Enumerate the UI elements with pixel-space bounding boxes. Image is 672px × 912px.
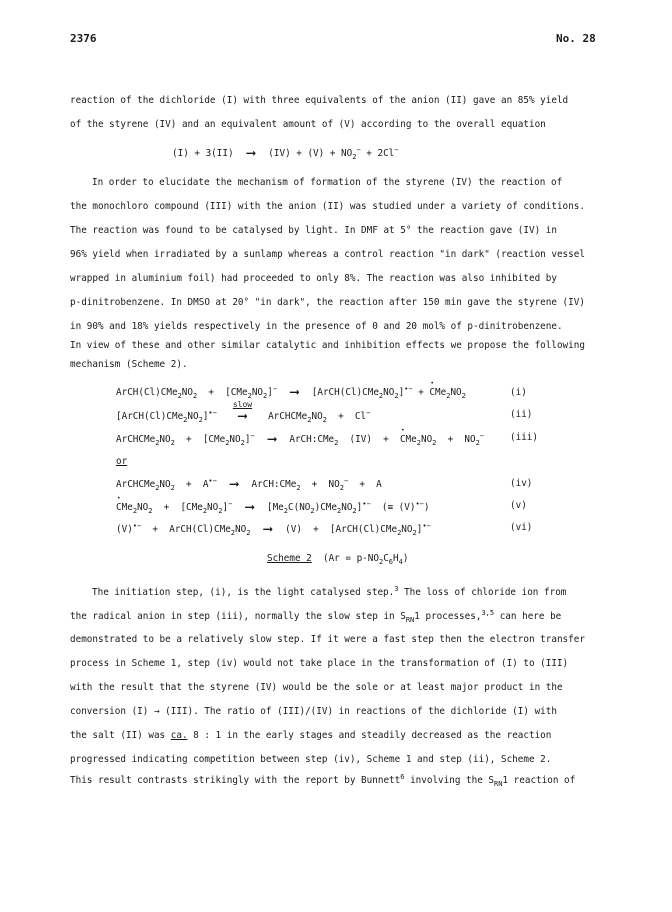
para3-text7: the salt (II) was: [70, 730, 166, 741]
overall-equation-lhs: (I) + 3(II): [172, 148, 234, 160]
scheme-step-iv: $ArCHCMe_2NO_2 + A^{•-}$ ⟶ ArCH:CMe$_2$ + $NO_2^- + A$: [116, 477, 382, 493]
page-number: 2376: [70, 32, 97, 45]
scheme-caption-title: Scheme 2: [267, 553, 312, 564]
caption-c: C: [383, 553, 389, 564]
scheme-caption-note: (Ar = p-NO: [322, 553, 379, 564]
overall-equation: (I) + 3(II) ⟶ $(IV) + (V) + NO_2^- + 2Cl^-$: [172, 146, 399, 162]
para2-line8: In view of these and other similar catalytic and inhibition effects we propose the following: [70, 340, 585, 351]
para3-line2: [70, 609, 561, 624]
para3-bunnett-tail: involving the S: [404, 775, 495, 787]
rn-sub: RN: [405, 615, 415, 624]
para2-line7: in 90% and 18% yields respectively in the presence of 0 and 20 mol% of p-dinitrobenzene.: [70, 321, 563, 332]
step-label-ii: (ii): [510, 409, 533, 420]
step-label-vi: (vi): [510, 522, 533, 533]
para2-line4: 96% yield when irradiated by a sunlamp whereas a control reaction "in dark" (reaction vessel: [70, 249, 585, 260]
para3-one: 1 processes,: [414, 611, 482, 623]
para3-text9: This result contrasts strikingly with the report by Bunnett: [70, 775, 401, 787]
slow-label: slow: [232, 400, 253, 410]
reaction-arrow: ⟶: [239, 146, 263, 162]
issue-number: No. 28: [556, 32, 596, 45]
para3-text2: the radical anion in step (iii), normally the slow step in S: [70, 611, 406, 623]
para3-line6: conversion (I) → (III). The ratio of (III)/(IV) in reactions of the dichloride (I) with: [70, 706, 557, 717]
or-label: or: [116, 456, 128, 467]
para3-tail1: The loss of chloride ion from: [398, 587, 567, 599]
para3-line8: progressed indicating competition between step (iv), Scheme 1 and step (ii), Scheme 2.: [70, 754, 552, 765]
scheme-step-i: $ArCH(Cl)CMe_2NO_2 + [CMe_2NO_2]^-$ ⟶ $[ArCH(Cl)CMe_2NO_2]^{•-}$ + • $CMe_2NO_2$: [116, 385, 466, 400]
step-label-iii: (iii): [510, 432, 538, 443]
para2-line1: In order to elucidate the mechanism of formation of the styrene (IV) the reaction of: [92, 177, 563, 188]
overall-equation-rhs: (IV) + (V) + NO: [268, 148, 353, 160]
overall-equation-rhs2: + 2Cl: [366, 148, 395, 160]
para3-line7: [70, 730, 551, 741]
ref-3: 3: [394, 585, 399, 593]
para3-line5: with the result that the styrene (IV) would be the sole or at least major product in the: [70, 682, 563, 693]
caption-end: ): [402, 553, 409, 564]
ca-abbrev: ca.: [170, 730, 188, 741]
scheme-step-ii: $[ArCH(Cl)CMe_2NO_2]^{•-}$ slow ⟶ $ArCHCMe_2NO_2 + Cl^-$: [116, 400, 371, 425]
para1-line2: of the styrene (IV) and an equivalent amount of (V) according to the overall equation: [70, 119, 546, 130]
step-label-v: (v): [510, 500, 527, 511]
para2-line9: mechanism (Scheme 2).: [70, 359, 188, 370]
para3-tail2: can here be: [494, 611, 562, 623]
para3-line4: process in Scheme 1, step (iv) would not take place in the transformation of (I) to (III): [70, 658, 569, 669]
para2-line6: p-dinitrobenzene. In DMSO at 20° "in dark", the reaction after 150 min gave the styrene (IV): [70, 297, 585, 308]
scheme-step-iii: $ArCHCMe_2NO_2 + [CMe_2NO_2]^-$ ⟶ ArCH:CMe$_2$ (IV) + • $CMe_2NO_2 + NO_2^-$: [116, 432, 484, 447]
step-label-i: (i): [510, 387, 527, 398]
para3-text1: The initiation step, (i), is the light catalysed step.: [92, 587, 395, 599]
para2-line3: The reaction was found to be catalysed by light. In DMF at 5° the reaction gave (IV) in: [70, 225, 557, 236]
step-label-iv: (iv): [510, 478, 533, 489]
caption-h: H: [393, 553, 399, 564]
ref-3-5: 3,5: [481, 609, 495, 617]
para3-bunnett-end: 1 reaction of: [502, 775, 576, 787]
rn-sub-2: RN: [494, 779, 503, 788]
para1-line1: reaction of the dichloride (I) with three equivalents of the anion (II) gave an 85% yield: [70, 95, 569, 106]
ref-6: 6: [400, 773, 405, 781]
para3-line1: [92, 585, 566, 598]
scheme-step-vi: $(V)^{•-} + ArCH(Cl)CMe_2NO_2$ ⟶ $(V) + [ArCH(Cl)CMe_2NO_2]^{•-}$: [116, 522, 431, 538]
para3-line9: [70, 773, 575, 788]
para3-line3: demonstrated to be a relatively slow step. If it were a fast step then the electron transfer: [70, 634, 585, 645]
para3-ratio-tail: 8 : 1 in the early stages and steadily decreased as the reaction: [187, 730, 552, 741]
para2-line5: wrapped in aluminium foil) had proceeded to only 8%. The reaction was also inhibited by: [70, 273, 557, 284]
para2-line2: the monochloro compound (III) with the anion (II) was studied under a variety of conditions.: [70, 201, 585, 212]
scheme-caption: Scheme 2 $(Ar = p-NO_2C_6H_4)$: [267, 553, 409, 566]
scheme-step-v: • $CMe_2NO_2 + [CMe_2NO_2]^-$ ⟶ $[Me_2C(NO_2)CMe_2NO_2]^{•-}$ (≡ (V)•−): [116, 500, 430, 515]
